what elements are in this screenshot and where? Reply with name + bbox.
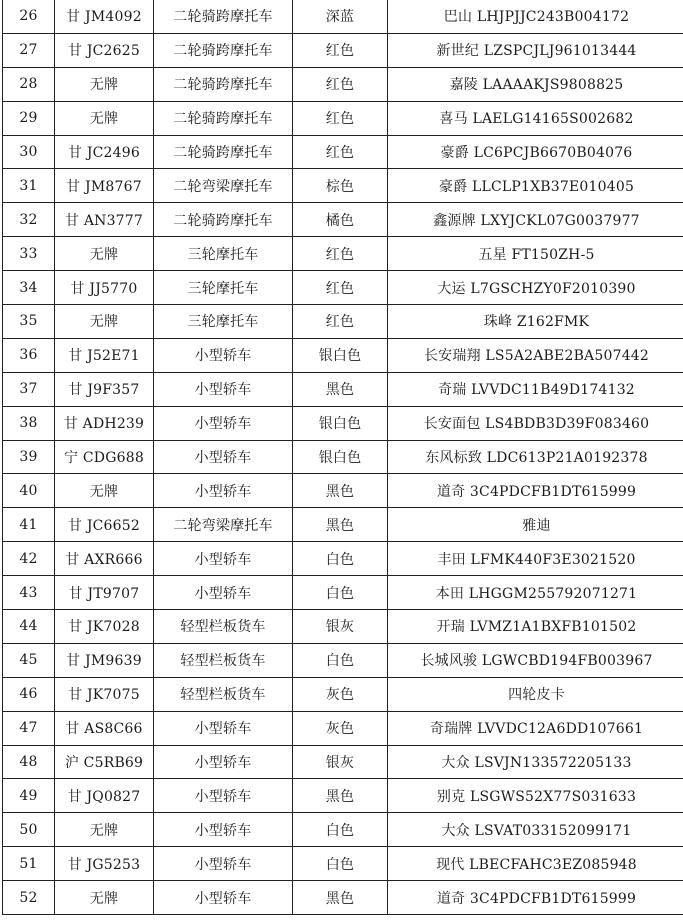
plate-number: 无牌 — [55, 305, 154, 339]
vehicle-type: 小型轿车 — [154, 542, 293, 576]
vehicle-type: 小型轿车 — [154, 779, 293, 813]
table-row — [3, 610, 683, 644]
vehicle-type: 二轮骑跨摩托车 — [154, 0, 293, 33]
row-number: 49 — [3, 779, 55, 813]
row-number: 37 — [3, 372, 55, 406]
table-row — [3, 542, 683, 576]
row-number: 31 — [3, 169, 55, 203]
brand-vin: 本田 LHGGM255792071271 — [388, 576, 683, 610]
vehicle-color: 灰色 — [293, 677, 388, 711]
brand-vin: 丰田 LFMK440F3E3021520 — [388, 542, 683, 576]
vehicle-color: 银灰 — [293, 610, 388, 644]
vehicle-type: 小型轿车 — [154, 406, 293, 440]
vehicle-type: 二轮弯梁摩托车 — [154, 169, 293, 203]
vehicle-color: 银白色 — [293, 440, 388, 474]
brand-vin: 豪爵 LC6PCJB6670B04076 — [388, 135, 683, 169]
vehicle-type: 小型轿车 — [154, 474, 293, 508]
table-row — [3, 847, 683, 881]
vehicle-type: 小型轿车 — [154, 372, 293, 406]
plate-number: 甘 JC6652 — [55, 508, 154, 542]
vehicle-type: 二轮骑跨摩托车 — [154, 33, 293, 67]
vehicle-color: 红色 — [293, 271, 388, 305]
brand-vin: 长安瑞翔 LS5A2ABE2BA507442 — [388, 338, 683, 372]
vehicle-type: 二轮骑跨摩托车 — [154, 101, 293, 135]
plate-number: 甘 ADH239 — [55, 406, 154, 440]
table-row — [3, 813, 683, 847]
table-row — [3, 135, 683, 169]
table-row — [3, 406, 683, 440]
vehicle-color: 红色 — [293, 67, 388, 101]
brand-vin: 珠峰 Z162FMK — [388, 305, 683, 339]
row-number: 38 — [3, 406, 55, 440]
vehicle-type: 轻型栏板货车 — [154, 610, 293, 644]
table-row — [3, 711, 683, 745]
plate-number: 甘 AS8C66 — [55, 711, 154, 745]
vehicle-color: 红色 — [293, 305, 388, 339]
row-number: 26 — [3, 0, 55, 33]
plate-number: 甘 JJ5770 — [55, 271, 154, 305]
brand-vin: 开瑞 LVMZ1A1BXFB101502 — [388, 610, 683, 644]
vehicle-color: 白色 — [293, 813, 388, 847]
table-row — [3, 372, 683, 406]
row-number: 52 — [3, 881, 55, 915]
plate-number: 无牌 — [55, 881, 154, 915]
row-number: 41 — [3, 508, 55, 542]
plate-number: 甘 JK7075 — [55, 677, 154, 711]
row-number: 27 — [3, 33, 55, 67]
vehicle-type: 小型轿车 — [154, 745, 293, 779]
table-row — [3, 881, 683, 915]
row-number: 48 — [3, 745, 55, 779]
vehicle-type: 小型轿车 — [154, 881, 293, 915]
row-number: 39 — [3, 440, 55, 474]
table-row — [3, 271, 683, 305]
table-row — [3, 305, 683, 339]
brand-vin: 道奇 3C4PDCFB1DT615999 — [388, 474, 683, 508]
brand-vin: 大众 LSVJN133572205133 — [388, 745, 683, 779]
plate-number: 宁 CDG688 — [55, 440, 154, 474]
vehicle-color: 红色 — [293, 135, 388, 169]
plate-number: 无牌 — [55, 101, 154, 135]
table-row — [3, 745, 683, 779]
table-row — [3, 67, 683, 101]
vehicle-color: 棕色 — [293, 169, 388, 203]
vehicle-type: 二轮骑跨摩托车 — [154, 203, 293, 237]
vehicle-color: 深蓝 — [293, 0, 388, 33]
brand-vin: 长城风骏 LGWCBD194FB003967 — [388, 643, 683, 677]
vehicle-type: 小型轿车 — [154, 440, 293, 474]
row-number: 51 — [3, 847, 55, 881]
vehicle-color: 白色 — [293, 576, 388, 610]
vehicle-type: 三轮摩托车 — [154, 237, 293, 271]
table-row — [3, 474, 683, 508]
plate-number: 甘 JK7028 — [55, 610, 154, 644]
vehicle-color: 黑色 — [293, 508, 388, 542]
row-number: 40 — [3, 474, 55, 508]
plate-number: 无牌 — [55, 67, 154, 101]
vehicle-color: 黑色 — [293, 881, 388, 915]
row-number: 46 — [3, 677, 55, 711]
brand-vin: 巴山 LHJPJJC243B004172 — [388, 0, 683, 33]
vehicle-color: 黑色 — [293, 779, 388, 813]
plate-number: 甘 JG5253 — [55, 847, 154, 881]
brand-vin: 大众 LSVAT033152099171 — [388, 813, 683, 847]
vehicle-type: 小型轿车 — [154, 813, 293, 847]
row-number: 29 — [3, 101, 55, 135]
vehicle-type: 轻型栏板货车 — [154, 677, 293, 711]
brand-vin: 雅迪 — [388, 508, 683, 542]
vehicle-type: 轻型栏板货车 — [154, 643, 293, 677]
vehicle-type: 三轮摩托车 — [154, 271, 293, 305]
row-number: 34 — [3, 271, 55, 305]
plate-number: 无牌 — [55, 474, 154, 508]
plate-number: 甘 AN3777 — [55, 203, 154, 237]
row-number: 28 — [3, 67, 55, 101]
plate-number: 甘 JM4092 — [55, 0, 154, 33]
vehicle-color: 红色 — [293, 237, 388, 271]
table-row — [3, 779, 683, 813]
table-row — [3, 677, 683, 711]
vehicle-color: 灰色 — [293, 711, 388, 745]
plate-number: 甘 JC2496 — [55, 135, 154, 169]
vehicle-color: 白色 — [293, 643, 388, 677]
vehicle-type: 二轮弯梁摩托车 — [154, 508, 293, 542]
plate-number: 甘 JM9639 — [55, 643, 154, 677]
table-row — [3, 101, 683, 135]
vehicle-type: 三轮摩托车 — [154, 305, 293, 339]
brand-vin: 四轮皮卡 — [388, 677, 683, 711]
row-number: 47 — [3, 711, 55, 745]
row-number: 32 — [3, 203, 55, 237]
table-row — [3, 643, 683, 677]
vehicle-color: 红色 — [293, 101, 388, 135]
row-number: 36 — [3, 338, 55, 372]
brand-vin: 别克 LSGWS52X77S031633 — [388, 779, 683, 813]
plate-number: 甘 JT9707 — [55, 576, 154, 610]
vehicle-color: 白色 — [293, 847, 388, 881]
brand-vin: 道奇 3C4PDCFB1DT615999 — [388, 881, 683, 915]
table-row — [3, 237, 683, 271]
brand-vin: 长安面包 LS4BDB3D39F083460 — [388, 406, 683, 440]
brand-vin: 豪爵 LLCLP1XB37E010405 — [388, 169, 683, 203]
table-row — [3, 0, 683, 33]
table-row — [3, 576, 683, 610]
vehicle-type: 小型轿车 — [154, 847, 293, 881]
vehicle-type: 二轮骑跨摩托车 — [154, 135, 293, 169]
brand-vin: 大运 L7GSCHZY0F2010390 — [388, 271, 683, 305]
vehicle-color: 银白色 — [293, 338, 388, 372]
row-number: 30 — [3, 135, 55, 169]
vehicle-type: 二轮骑跨摩托车 — [154, 67, 293, 101]
vehicle-table — [2, 0, 683, 915]
plate-number: 甘 JC2625 — [55, 33, 154, 67]
plate-number: 甘 JQ0827 — [55, 779, 154, 813]
table-row — [3, 338, 683, 372]
vehicle-color: 橘色 — [293, 203, 388, 237]
plate-number: 甘 JM8767 — [55, 169, 154, 203]
table-row — [3, 169, 683, 203]
plate-number: 无牌 — [55, 237, 154, 271]
plate-number: 甘 J9F357 — [55, 372, 154, 406]
plate-number: 无牌 — [55, 813, 154, 847]
table-row — [3, 508, 683, 542]
brand-vin: 喜马 LAELG14165S002682 — [388, 101, 683, 135]
brand-vin: 新世纪 LZSPCJLJ961013444 — [388, 33, 683, 67]
brand-vin: 东风标致 LDC613P21A0192378 — [388, 440, 683, 474]
row-number: 42 — [3, 542, 55, 576]
table-row — [3, 440, 683, 474]
row-number: 45 — [3, 643, 55, 677]
plate-number: 甘 J52E71 — [55, 338, 154, 372]
row-number: 35 — [3, 305, 55, 339]
table-row — [3, 203, 683, 237]
row-number: 43 — [3, 576, 55, 610]
brand-vin: 现代 LBECFAHC3EZ085948 — [388, 847, 683, 881]
vehicle-table-body — [3, 0, 683, 915]
vehicle-type: 小型轿车 — [154, 711, 293, 745]
vehicle-color: 银白色 — [293, 406, 388, 440]
vehicle-color: 银灰 — [293, 745, 388, 779]
vehicle-color: 红色 — [293, 33, 388, 67]
vehicle-type: 小型轿车 — [154, 338, 293, 372]
vehicle-color: 黑色 — [293, 474, 388, 508]
vehicle-color: 黑色 — [293, 372, 388, 406]
brand-vin: 五星 FT150ZH-5 — [388, 237, 683, 271]
row-number: 33 — [3, 237, 55, 271]
brand-vin: 奇瑞 LVVDC11B49D174132 — [388, 372, 683, 406]
brand-vin: 嘉陵 LAAAAKJS9808825 — [388, 67, 683, 101]
brand-vin: 鑫源牌 LXYJCKL07G0037977 — [388, 203, 683, 237]
table-row — [3, 33, 683, 67]
plate-number: 甘 AXR666 — [55, 542, 154, 576]
brand-vin: 奇瑞牌 LVVDC12A6DD107661 — [388, 711, 683, 745]
row-number: 44 — [3, 610, 55, 644]
vehicle-color: 白色 — [293, 542, 388, 576]
row-number: 50 — [3, 813, 55, 847]
plate-number: 沪 C5RB69 — [55, 745, 154, 779]
vehicle-type: 小型轿车 — [154, 576, 293, 610]
